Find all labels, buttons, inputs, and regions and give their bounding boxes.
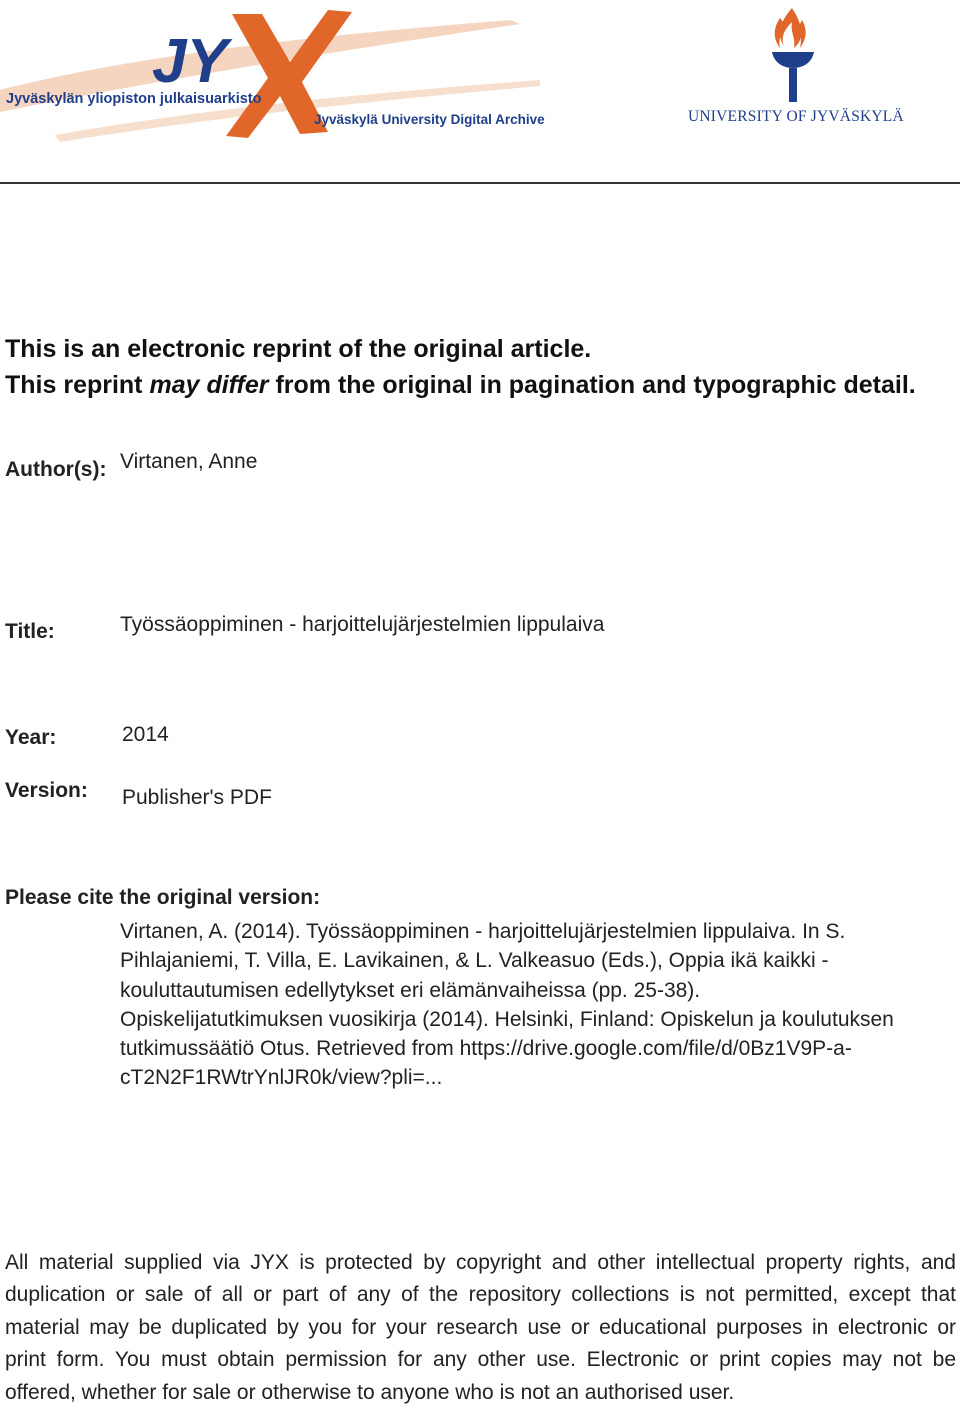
torch-icon: [772, 8, 814, 102]
author-value: Virtanen, Anne: [120, 450, 258, 473]
copyright-line: All material supplied via JYX is protected by copyright and other intellectual property rights, and: [5, 1251, 956, 1274]
cite-heading: Please cite the original version:: [5, 886, 321, 909]
reprint-notice-line2: [5, 371, 916, 400]
jyx-tagline-en: Jyväskylä University Digital Archive: [314, 112, 545, 127]
citation-line: Pihlajaniemi, T. Villa, E. Lavikainen, & L. Valkeasuo (Eds.), Oppia ikä kaikki -: [120, 949, 829, 973]
version-value: Publisher's PDF: [122, 786, 272, 809]
citation-line: tutkimussäätiö Otus. Retrieved from https://drive.google.com/file/d/0Bz1V9P-a-: [120, 1037, 852, 1061]
copyright-line: offered, whether for sale or otherwise to anyone who is not an authorised user.: [5, 1380, 735, 1404]
copyright-notice: [5, 1247, 956, 1409]
citation-line: Virtanen, A. (2014). Työssäoppiminen - harjoittelujärjestelmien lippulaiva. In S.: [120, 920, 846, 943]
header-divider: [0, 182, 960, 184]
year-value: 2014: [122, 723, 169, 746]
copyright-line: print form. You must obtain permission for any other use. Electronic or print copies may not be: [5, 1348, 956, 1372]
notice-pre: This reprint: [5, 371, 150, 399]
version-label: Version:: [5, 779, 88, 802]
author-label: Author(s):: [5, 458, 107, 481]
copyright-line: material may be duplicated by you for your research use or educational purposes in electronic or: [5, 1315, 956, 1339]
title-value: Työssäoppiminen - harjoittelujärjestelmien lippulaiva: [120, 613, 605, 636]
jyx-tagline-fi: Jyväskylän yliopiston julkaisuarkisto: [6, 91, 262, 107]
title-label: Title:: [5, 620, 55, 643]
jyx-logo: [0, 0, 560, 150]
citation-line: cT2N2F1RWtrYnlJR0k/view?pli=...: [120, 1066, 443, 1090]
citation-text: [120, 917, 940, 1093]
jyx-letters: JY: [152, 27, 228, 96]
notice-emphasis: may differ: [149, 371, 269, 399]
citation-line: kouluttautumisen edellytykset eri elämänvaiheissa (pp. 25-38).: [120, 978, 701, 1002]
university-logo: [680, 0, 910, 135]
citation-line: Opiskelijatutkimuksen vuosikirja (2014). Helsinki, Finland: Opiskelun ja koulutuksen: [120, 1007, 894, 1031]
university-name: UNIVERSITY OF JYVÄSKYLÄ: [688, 108, 904, 125]
notice-post: from the original in pagination and typographic detail.: [268, 371, 916, 399]
reprint-notice-line1: This is an electronic reprint of the original article.: [5, 335, 592, 363]
year-label: Year:: [5, 726, 57, 749]
copyright-line: duplication or sale of all or part of any of the repository collections is not permitted, except that: [5, 1283, 956, 1307]
